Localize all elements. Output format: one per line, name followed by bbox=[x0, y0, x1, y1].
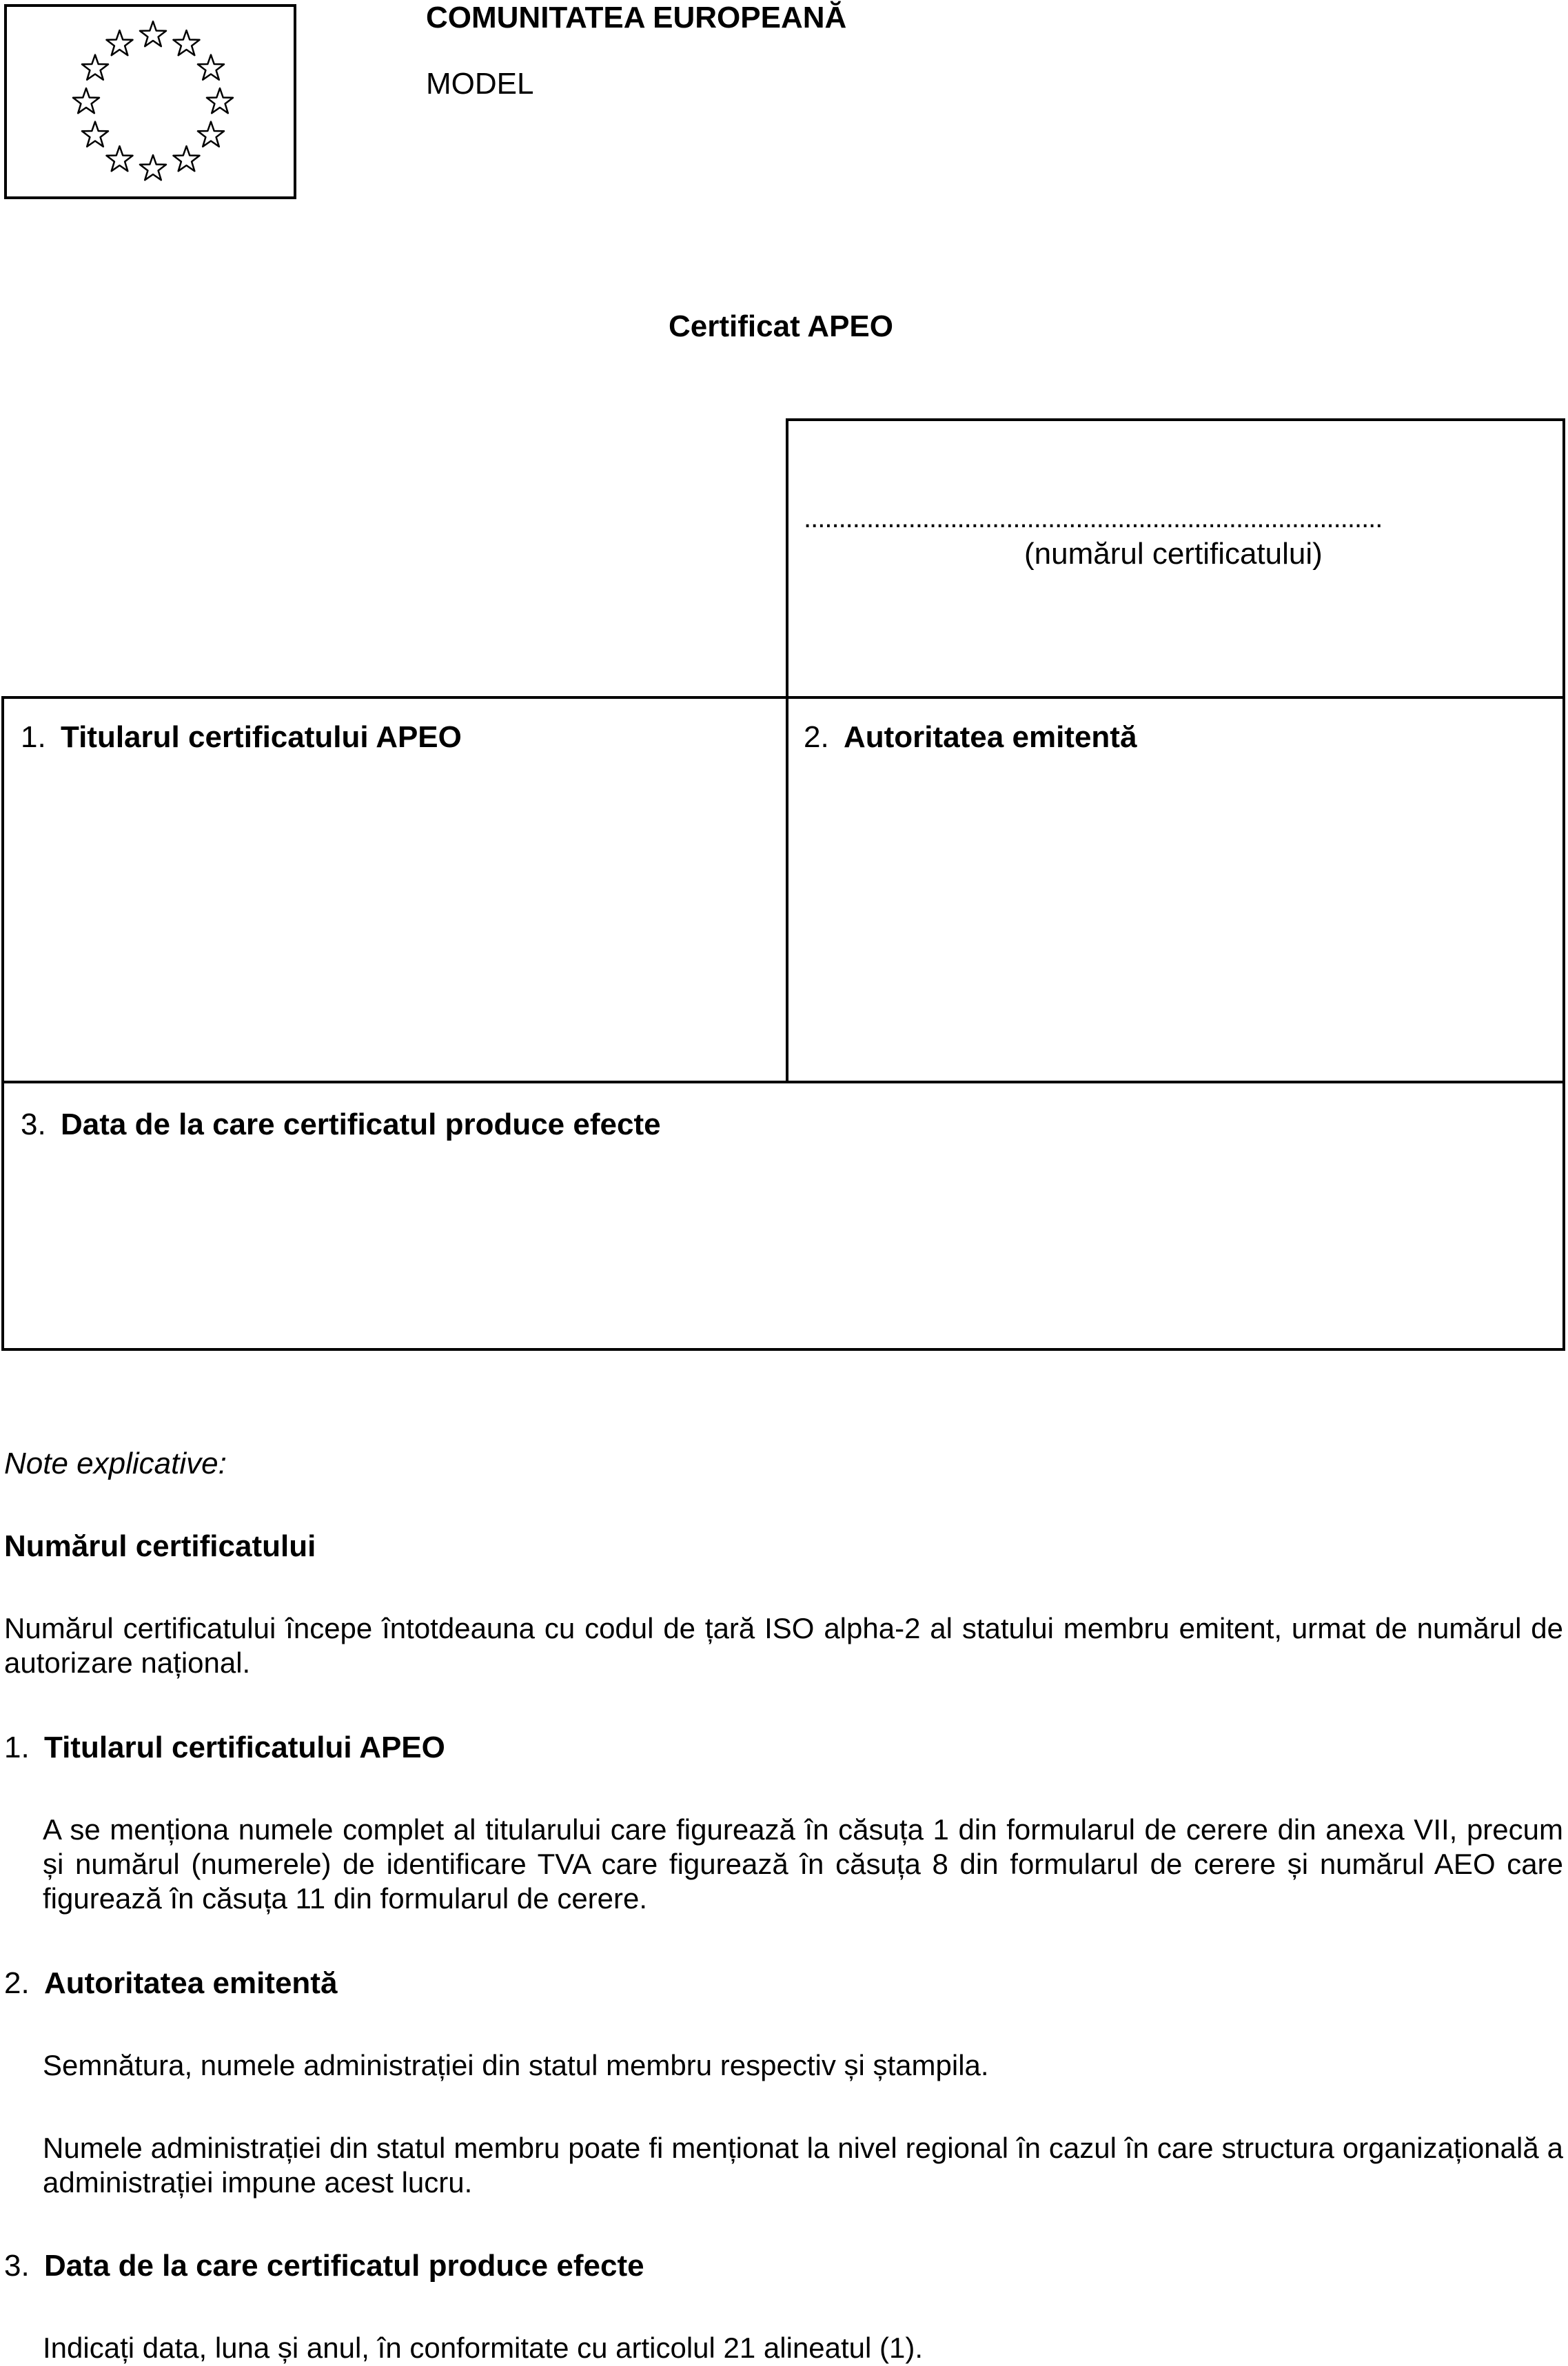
star-icon bbox=[140, 21, 166, 46]
note-1-heading: 1. Titularul certificatului APEO bbox=[4, 1731, 445, 1764]
star-icon bbox=[82, 122, 108, 147]
note-1-text: A se menționa numele complet al titularului care figurează în căsuța 1 din formularul de cerere din anexa VII, precum și numărul (numerele) de identificare TVA care figurează în căsuța 8 din formularul de cerere și numărul AEO care figurează în căsuța 11 din formularul de cerere. bbox=[43, 1813, 1563, 1915]
document-title: Certificat APEO bbox=[669, 309, 894, 343]
note-2-text-1: Semnătura, numele administrației din statul membru respectiv și ștampila. bbox=[43, 2049, 989, 2081]
star-icon bbox=[107, 30, 133, 55]
certificate-number-caption: (numărul certificatului) bbox=[1024, 537, 1323, 571]
star-icon bbox=[82, 55, 108, 80]
model-label: MODEL bbox=[426, 67, 534, 101]
certificate-number-text: Numărul certificatului începe întotdeauna cu codul de țară ISO alpha-2 al statului membru emitent, urmat de numărul de autorizare național. bbox=[4, 1612, 1563, 1679]
holder-box-label: 1. Titularul certificatului APEO bbox=[21, 720, 462, 754]
star-icon bbox=[140, 155, 166, 180]
notes-heading: Note explicative: bbox=[4, 1447, 227, 1480]
note-2-heading: 2. Autoritatea emitentă bbox=[4, 1966, 338, 2000]
effective-date-label: 3. Data de la care certificatul produce efecte bbox=[21, 1108, 661, 1141]
eu-stars-icon bbox=[7, 7, 294, 196]
star-icon bbox=[207, 88, 233, 113]
star-icon bbox=[198, 55, 224, 80]
community-heading: COMUNITATEA EUROPEANĂ bbox=[426, 1, 847, 34]
eu-emblem bbox=[4, 4, 296, 199]
note-3-heading: 3. Data de la care certificatul produce efecte bbox=[4, 2249, 644, 2283]
certificate-number-title: Numărul certificatului bbox=[4, 1529, 316, 1563]
star-icon bbox=[198, 122, 224, 147]
star-icon bbox=[73, 88, 99, 113]
note-3-text: Indicați data, luna și anul, în conformitate cu articolul 21 alineatul (1). bbox=[43, 2332, 924, 2364]
star-icon bbox=[174, 30, 200, 55]
certificate-number-dots: ................................................................................... bbox=[804, 503, 1383, 533]
issuing-authority-label: 2. Autoritatea emitentă bbox=[804, 720, 1137, 754]
star-icon bbox=[107, 146, 133, 171]
star-icon bbox=[174, 146, 200, 171]
note-2-text-2: Numele administrației din statul membru poate fi menționat la nivel regional în cazul în care structura organizațională a administrației impune acest lucru. bbox=[43, 2132, 1563, 2199]
